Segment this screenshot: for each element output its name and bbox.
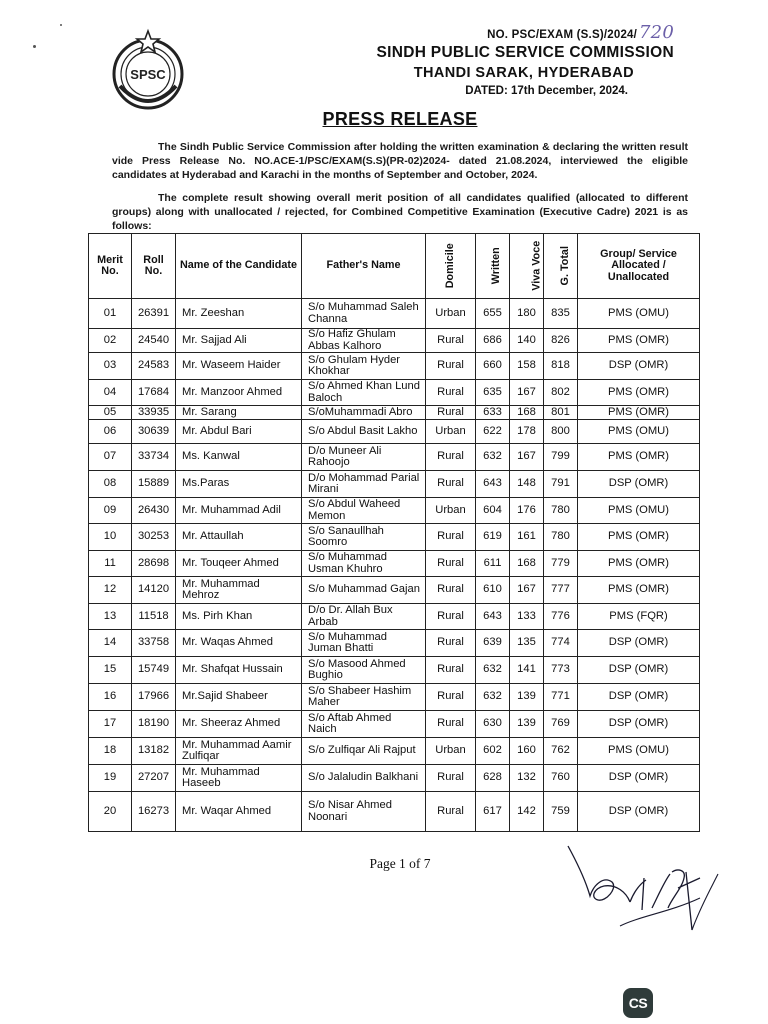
- cell-merit: 09: [89, 498, 132, 524]
- cell-group: PMS (OMR): [578, 577, 700, 604]
- cell-name: Mr. Sheeraz Ahmed: [176, 711, 302, 738]
- handwritten-signature: [560, 838, 730, 958]
- cell-viva: 139: [510, 684, 544, 711]
- header-total-text: G. Total: [558, 246, 571, 286]
- cell-merit: 01: [89, 299, 132, 329]
- cell-name: Ms. Kanwal: [176, 444, 302, 471]
- cell-written: 632: [476, 657, 510, 684]
- cell-written: 633: [476, 406, 510, 420]
- cell-domicile: Rural: [426, 329, 476, 353]
- header-written: [476, 234, 510, 299]
- table-row: [89, 684, 700, 711]
- cell-father: D/o Mohammad Parial Mirani: [302, 471, 426, 498]
- cell-group: PMS (OMU): [578, 299, 700, 329]
- cell-name: Mr. Muhammad Adil: [176, 498, 302, 524]
- cell-roll: 17684: [132, 380, 176, 406]
- cell-merit: 05: [89, 406, 132, 420]
- cell-father: S/o Ghulam Hyder Khokhar: [302, 353, 426, 380]
- cell-domicile: Rural: [426, 406, 476, 420]
- cell-father: S/o Aftab Ahmed Naich: [302, 711, 426, 738]
- cell-roll: 28698: [132, 551, 176, 577]
- cell-group: DSP (OMR): [578, 765, 700, 792]
- scan-speck: [33, 45, 36, 48]
- cell-total: 780: [544, 524, 578, 551]
- header-roll: Roll No.: [132, 234, 176, 299]
- cell-name: Mr. Shafqat Hussain: [176, 657, 302, 684]
- cell-father: S/o Zulfiqar Ali Rajput: [302, 738, 426, 765]
- cell-father: S/o Abdul Waheed Memon: [302, 498, 426, 524]
- header-group: Group/ Service Allocated / Unallocated: [578, 234, 700, 299]
- cell-written: 632: [476, 444, 510, 471]
- cell-roll: 18190: [132, 711, 176, 738]
- ref-no-text: NO. PSC/EXAM (S.S)/2024/: [487, 29, 638, 41]
- cell-roll: 27207: [132, 765, 176, 792]
- cell-father: D/o Muneer Ali Rahoojo: [302, 444, 426, 471]
- cell-viva: 135: [510, 630, 544, 657]
- cell-group: DSP (OMR): [578, 471, 700, 498]
- cell-domicile: Rural: [426, 765, 476, 792]
- cell-group: DSP (OMR): [578, 711, 700, 738]
- spsc-logo: [106, 28, 190, 112]
- cell-roll: 30253: [132, 524, 176, 551]
- merit-table: [88, 233, 700, 832]
- cell-father: S/o Hafiz Ghulam Abbas Kalhoro: [302, 329, 426, 353]
- cell-name: Mr. Attaullah: [176, 524, 302, 551]
- cell-total: 780: [544, 498, 578, 524]
- cell-group: PMS (OMU): [578, 420, 700, 444]
- cell-merit: 14: [89, 630, 132, 657]
- organization-address: THANDI SARAK, HYDERABAD: [413, 65, 634, 81]
- cell-viva: 140: [510, 329, 544, 353]
- cell-group: PMS (OMR): [578, 406, 700, 420]
- cell-written: 611: [476, 551, 510, 577]
- table-row: [89, 498, 700, 524]
- cell-merit: 16: [89, 684, 132, 711]
- date-line: DATED: 17th December, 2024.: [465, 85, 628, 97]
- cell-name: Mr. Zeeshan: [176, 299, 302, 329]
- cell-total: 771: [544, 684, 578, 711]
- cell-father: S/o Sanaullhah Soomro: [302, 524, 426, 551]
- cell-roll: 33758: [132, 630, 176, 657]
- cell-viva: 180: [510, 299, 544, 329]
- cell-total: 799: [544, 444, 578, 471]
- cell-name: Mr. Abdul Bari: [176, 420, 302, 444]
- cell-merit: 08: [89, 471, 132, 498]
- cell-written: 643: [476, 604, 510, 630]
- cell-merit: 07: [89, 444, 132, 471]
- camscanner-badge: CS: [623, 988, 653, 1018]
- table-row: [89, 792, 700, 832]
- table-row: [89, 420, 700, 444]
- header-name: Name of the Candidate: [176, 234, 302, 299]
- cell-domicile: Rural: [426, 711, 476, 738]
- cell-viva: 160: [510, 738, 544, 765]
- cell-viva: 139: [510, 711, 544, 738]
- cell-group: PMS (FQR): [578, 604, 700, 630]
- cell-total: 769: [544, 711, 578, 738]
- cell-written: 604: [476, 498, 510, 524]
- cell-total: 774: [544, 630, 578, 657]
- cell-name: Mr. Muhammad Aamir Zulfiqar: [176, 738, 302, 765]
- cell-name: Mr. Waqar Ahmed: [176, 792, 302, 832]
- cell-total: 779: [544, 551, 578, 577]
- cell-total: 759: [544, 792, 578, 832]
- cell-domicile: Urban: [426, 420, 476, 444]
- cell-viva: 168: [510, 551, 544, 577]
- cell-written: 617: [476, 792, 510, 832]
- cell-total: 762: [544, 738, 578, 765]
- cell-name: Mr.Sajid Shabeer: [176, 684, 302, 711]
- cell-father: S/o Masood Ahmed Bughio: [302, 657, 426, 684]
- table-row: [89, 711, 700, 738]
- header-father: Father's Name: [302, 234, 426, 299]
- cell-total: 802: [544, 380, 578, 406]
- cell-total: 835: [544, 299, 578, 329]
- cell-name: Mr. Touqeer Ahmed: [176, 551, 302, 577]
- table-row: [89, 765, 700, 792]
- cell-merit: 17: [89, 711, 132, 738]
- cell-written: 655: [476, 299, 510, 329]
- cell-viva: 142: [510, 792, 544, 832]
- cell-group: PMS (OMR): [578, 329, 700, 353]
- cell-viva: 167: [510, 577, 544, 604]
- cell-father: S/o Nisar Ahmed Noonari: [302, 792, 426, 832]
- cell-name: Mr. Sarang: [176, 406, 302, 420]
- cell-viva: 133: [510, 604, 544, 630]
- cell-total: 801: [544, 406, 578, 420]
- cell-viva: 148: [510, 471, 544, 498]
- table-row: [89, 471, 700, 498]
- cell-domicile: Rural: [426, 792, 476, 832]
- cell-group: DSP (OMR): [578, 353, 700, 380]
- result-paragraph-text: The complete result showing overall merit position of all candidates qualified (allocated to different groups) along with unallocated / rejected, for Combined Competitive Examination (Executive Cadre) 2021 is as follows:: [112, 192, 688, 232]
- header-written-text: Written: [489, 247, 502, 285]
- cell-name: Mr. Manzoor Ahmed: [176, 380, 302, 406]
- intro-paragraph-text: The Sindh Public Service Commission after holding the written examination & declaring the written result vide Press Release No. NO.ACE-1/PSC/EXAM(S.S)(PR-02)2024- dated 21.08.2024, interviewed the eligible candidates at Hyderabad and Karachi in the months of September and October, 2024.: [112, 141, 688, 181]
- cell-domicile: Rural: [426, 380, 476, 406]
- cell-group: PMS (OMU): [578, 498, 700, 524]
- cell-group: PMS (OMR): [578, 380, 700, 406]
- cell-total: 777: [544, 577, 578, 604]
- cell-domicile: Rural: [426, 657, 476, 684]
- cell-total: 800: [544, 420, 578, 444]
- cell-merit: 19: [89, 765, 132, 792]
- cell-viva: 167: [510, 444, 544, 471]
- cell-name: Mr. Muhammad Mehroz: [176, 577, 302, 604]
- cell-viva: 161: [510, 524, 544, 551]
- cell-father: D/o Dr. Allah Bux Arbab: [302, 604, 426, 630]
- cell-merit: 10: [89, 524, 132, 551]
- cell-roll: 24583: [132, 353, 176, 380]
- cell-roll: 30639: [132, 420, 176, 444]
- intro-paragraph: [112, 140, 688, 182]
- logo-text: SPSC: [130, 67, 166, 82]
- cell-roll: 16273: [132, 792, 176, 832]
- cell-written: 622: [476, 420, 510, 444]
- header-domicile-text: Domicile: [443, 243, 456, 289]
- letterhead: [376, 22, 674, 97]
- table-row: [89, 380, 700, 406]
- cell-total: 826: [544, 329, 578, 353]
- cell-domicile: Rural: [426, 471, 476, 498]
- cell-group: PMS (OMR): [578, 524, 700, 551]
- cell-written: 619: [476, 524, 510, 551]
- cell-domicile: Urban: [426, 498, 476, 524]
- cell-merit: 03: [89, 353, 132, 380]
- cell-name: Mr. Sajjad Ali: [176, 329, 302, 353]
- table-row: [89, 604, 700, 630]
- cell-written: 628: [476, 765, 510, 792]
- cell-domicile: Rural: [426, 604, 476, 630]
- cell-domicile: Rural: [426, 524, 476, 551]
- cell-merit: 15: [89, 657, 132, 684]
- header-merit: Merit No.: [89, 234, 132, 299]
- cell-domicile: Urban: [426, 299, 476, 329]
- cell-roll: 15749: [132, 657, 176, 684]
- cell-domicile: Rural: [426, 551, 476, 577]
- cell-domicile: Rural: [426, 684, 476, 711]
- cell-written: 660: [476, 353, 510, 380]
- cell-father: S/o Ahmed Khan Lund Baloch: [302, 380, 426, 406]
- table-row: [89, 406, 700, 420]
- cell-name: Ms.Paras: [176, 471, 302, 498]
- cell-domicile: Rural: [426, 444, 476, 471]
- cell-written: 602: [476, 738, 510, 765]
- cell-group: DSP (OMR): [578, 684, 700, 711]
- header-viva: [510, 234, 544, 299]
- cell-domicile: Rural: [426, 630, 476, 657]
- cell-written: 643: [476, 471, 510, 498]
- table-row: [89, 551, 700, 577]
- cell-merit: 06: [89, 420, 132, 444]
- cell-written: 635: [476, 380, 510, 406]
- table-row: [89, 299, 700, 329]
- cell-name: Mr. Muhammad Haseeb: [176, 765, 302, 792]
- cell-group: DSP (OMR): [578, 657, 700, 684]
- cell-domicile: Urban: [426, 738, 476, 765]
- table-row: [89, 524, 700, 551]
- cell-roll: 17966: [132, 684, 176, 711]
- cell-total: 818: [544, 353, 578, 380]
- table-row: [89, 329, 700, 353]
- cell-roll: 33935: [132, 406, 176, 420]
- cell-father: S/o Shabeer Hashim Maher: [302, 684, 426, 711]
- cell-merit: 20: [89, 792, 132, 832]
- cell-viva: 168: [510, 406, 544, 420]
- cell-father: S/o Abdul Basit Lakho: [302, 420, 426, 444]
- cell-group: PMS (OMR): [578, 444, 700, 471]
- cell-group: DSP (OMR): [578, 792, 700, 832]
- cell-written: 686: [476, 329, 510, 353]
- cell-viva: 158: [510, 353, 544, 380]
- cell-father: S/oMuhammadi Abro: [302, 406, 426, 420]
- cell-merit: 13: [89, 604, 132, 630]
- organization-name: SINDH PUBLIC SERVICE COMMISSION: [376, 44, 674, 61]
- cell-group: PMS (OMR): [578, 551, 700, 577]
- cell-roll: 26430: [132, 498, 176, 524]
- header-viva-text: Viva Voce: [530, 240, 543, 292]
- cell-roll: 13182: [132, 738, 176, 765]
- cell-group: PMS (OMU): [578, 738, 700, 765]
- cell-father: S/o Muhammad Gajan: [302, 577, 426, 604]
- cell-roll: 15889: [132, 471, 176, 498]
- header-total: [544, 234, 578, 299]
- cell-total: 791: [544, 471, 578, 498]
- cell-merit: 02: [89, 329, 132, 353]
- table-row: [89, 577, 700, 604]
- cell-merit: 11: [89, 551, 132, 577]
- header-domicile: [426, 234, 476, 299]
- ref-handwritten-number: 720: [639, 22, 674, 43]
- table-header-row: [89, 234, 700, 299]
- cell-viva: 176: [510, 498, 544, 524]
- cell-written: 632: [476, 684, 510, 711]
- cell-roll: 33734: [132, 444, 176, 471]
- cell-merit: 04: [89, 380, 132, 406]
- cell-written: 630: [476, 711, 510, 738]
- cell-father: S/o Muhammad Usman Khuhro: [302, 551, 426, 577]
- cell-merit: 18: [89, 738, 132, 765]
- table-row: [89, 738, 700, 765]
- table-row: [89, 353, 700, 380]
- cell-total: 760: [544, 765, 578, 792]
- cell-written: 639: [476, 630, 510, 657]
- reference-number: [376, 22, 674, 43]
- cell-merit: 12: [89, 577, 132, 604]
- merit-table-body: [89, 299, 700, 832]
- cell-father: S/o Jalaludin Balkhani: [302, 765, 426, 792]
- cell-name: Ms. Pirh Khan: [176, 604, 302, 630]
- cell-name: Mr. Waqas Ahmed: [176, 630, 302, 657]
- cell-father: S/o Muhammad Juman Bhatti: [302, 630, 426, 657]
- cell-viva: 167: [510, 380, 544, 406]
- cell-total: 776: [544, 604, 578, 630]
- cell-name: Mr. Waseem Haider: [176, 353, 302, 380]
- cell-written: 610: [476, 577, 510, 604]
- cell-total: 773: [544, 657, 578, 684]
- press-release-title: PRESS RELEASE: [322, 109, 478, 129]
- cell-domicile: Rural: [426, 353, 476, 380]
- result-paragraph: [112, 191, 688, 233]
- table-row: [89, 657, 700, 684]
- page-number: Page 1 of 7: [369, 856, 431, 871]
- cell-group: DSP (OMR): [578, 630, 700, 657]
- cell-father: S/o Muhammad Saleh Channa: [302, 299, 426, 329]
- cell-roll: 24540: [132, 329, 176, 353]
- scan-speck: [60, 24, 62, 26]
- cell-roll: 11518: [132, 604, 176, 630]
- cell-viva: 132: [510, 765, 544, 792]
- cell-roll: 14120: [132, 577, 176, 604]
- table-row: [89, 630, 700, 657]
- cell-roll: 26391: [132, 299, 176, 329]
- cell-domicile: Rural: [426, 577, 476, 604]
- cell-viva: 141: [510, 657, 544, 684]
- table-row: [89, 444, 700, 471]
- cell-viva: 178: [510, 420, 544, 444]
